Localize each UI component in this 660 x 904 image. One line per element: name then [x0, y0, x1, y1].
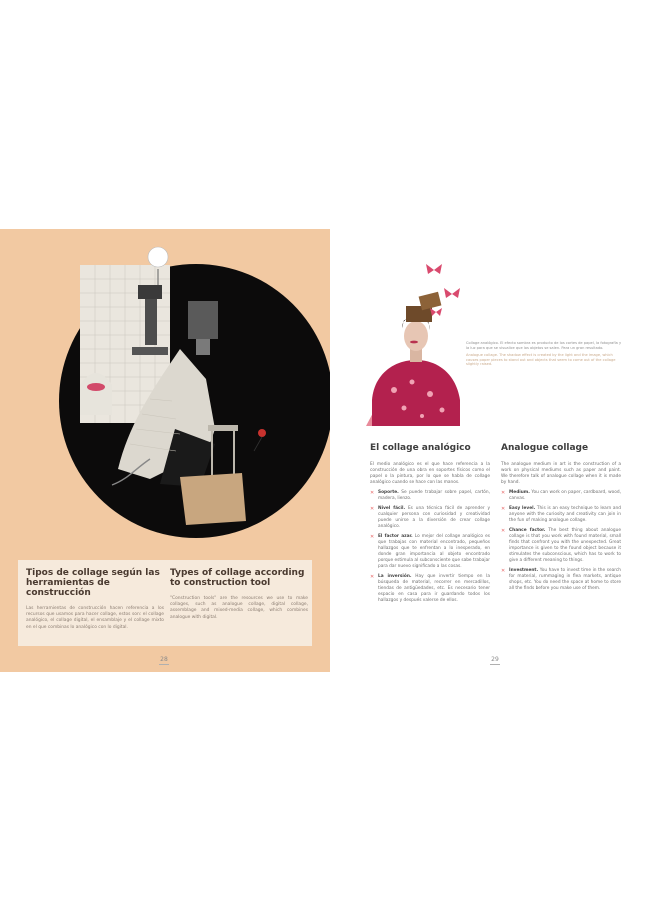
cross-bullet-icon: ✕	[501, 568, 506, 574]
face	[404, 321, 428, 351]
english-column	[170, 568, 308, 621]
lamp-bulb	[148, 247, 168, 267]
spanish-column	[26, 568, 164, 631]
floral-dress	[372, 360, 460, 426]
heading-analog-es: El collage analógico	[370, 443, 471, 453]
torn-paper	[180, 473, 246, 525]
projector	[138, 285, 162, 299]
caption-en: Analogue collage. The shadow effect is created by the light and the image, which causes paper pieces to stand out and objects that seem to come out of the collage slightly raised.	[466, 353, 616, 367]
left-page	[0, 229, 330, 672]
cross-bullet-icon: ✕	[501, 528, 506, 534]
list-item: ✕ Chance factor. The best thing about analogue collage is that you work with found material, small finds that confront you with the unexpected. Great importance is given to the found object because it stimulates the subconscious, which has to work to give a different meaning to things.	[501, 528, 622, 563]
woman-collage-artwork	[364, 250, 484, 426]
list-item: ✕ Nivel fácil. Es una técnica fácil de aprender y cualquier persona con curiosidad y creatividad puede unirse a la diversión de crear collage analógico.	[370, 506, 490, 529]
cross-bullet-icon: ✕	[370, 574, 375, 580]
collage-artwork	[0, 229, 330, 559]
list-item: ✕ Easy level. This is an easy technique to learn and anyone with the curiosity and creativity can join in the fun of making analogue collage.	[501, 506, 621, 523]
body-es: Las herramientas de construcción hacen referencia a los recursos que usamos para hacer collage, estos son: el collage analógico, el collage digital, el ensamblaje y el collage mixto en el que combinas lo analógico con lo digital.	[26, 606, 164, 630]
heading-en: Types of collage according to construction tool	[170, 568, 305, 588]
list-item: ✕ La inversión. Hay que invertir tiempo en la búsqueda de material, recorrer en mercadillos, tiendas de antigüedades, etc. Es necesario tener espacio en casa para ir guardando todos los hallazgos y después valerse de ellos.	[370, 574, 490, 603]
list-item: ✕ Soporte. Se puede trabajar sobre papel, cartón, madera, lienzo.	[370, 490, 490, 501]
page-number-right: 29	[485, 656, 505, 665]
heading-es: Tipos de collage según las herramientas de construcción	[26, 568, 160, 598]
caption-es: Collage analógico. El efecto sombra es producto de los cortes de papel, la fotografía y la luz para que se visualice que los objetos se salen. Para un gran resultado.	[466, 341, 622, 350]
cross-bullet-icon: ✕	[370, 506, 375, 512]
list-item: ✕ Medium. You can work on paper, cardboard, wood, canvas.	[501, 490, 621, 501]
intro-es: El medio analógico es el que hace referencia a la construcción de una obra en soportes físicos como el papel o la pintura, por lo que se habla de collage analógico cuando se hace con las manos.	[370, 462, 490, 485]
image-caption	[466, 341, 624, 370]
red-flower	[258, 429, 266, 437]
cross-bullet-icon: ✕	[370, 534, 375, 540]
cross-bullet-icon: ✕	[370, 490, 375, 496]
cross-bullet-icon: ✕	[501, 490, 506, 496]
analog-column-en	[501, 462, 621, 596]
cross-bullet-icon: ✕	[501, 506, 506, 512]
tools-text-box	[18, 560, 312, 646]
eye-vignette	[80, 373, 112, 415]
heading-analog-en: Analogue collage	[501, 443, 589, 453]
analog-column-es	[370, 462, 490, 608]
page-number-left: 28	[154, 656, 174, 665]
list-item: ✕ Investment. You have to invest time in the search for material, rummaging in flea markets, antique shops, etc. You do need the space at home to store all the finds before you make use of them.	[501, 568, 621, 591]
intro-en: The analogue medium in art is the construction of a work on physical mediums such as paper and paint. We therefore talk of analogue collage when it is made by hand.	[501, 462, 621, 485]
body-en: "Construction tools" are the resources we use to make collages, such as analogue collage, digital collage, assemblage and mixed-media collage, which combines analogue with digital.	[170, 596, 308, 620]
list-item: ✕ El factor azar. Lo mejor del collage analógico es que trabajas con material encontrado, pequeños hallazgos que te enfrentan a lo inesperado, en donde gran importancia al objeto encontrado porque estimula al subconsciente que sabe trabajar para dar nuevo significado a las cosas.	[370, 534, 491, 569]
